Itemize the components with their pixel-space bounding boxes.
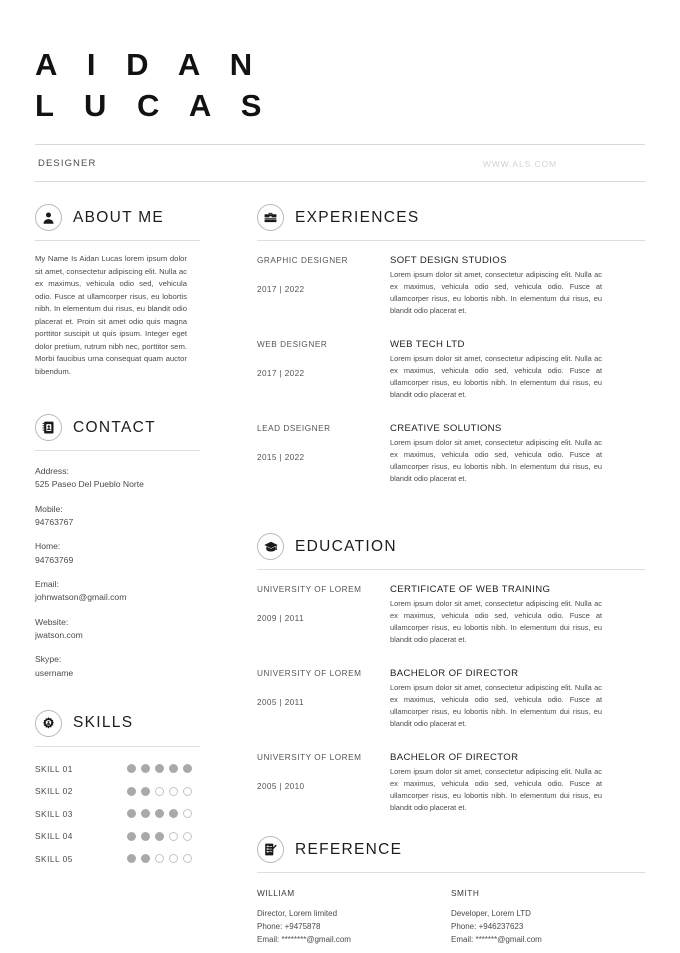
reference-email: Email: ********@gmail.com <box>257 935 351 945</box>
reference-phone: Phone: +946237623 <box>451 922 524 932</box>
contact-section-header <box>35 414 225 441</box>
education-meta <box>257 584 390 646</box>
education-meta <box>257 752 390 814</box>
skill-dot <box>183 832 192 841</box>
education-degree: CERTIFICATE OF WEB TRAINING <box>390 584 551 596</box>
education-date: 2009 | 2011 <box>257 614 304 624</box>
education-school: UNIVERSITY OF LOREM <box>257 669 362 679</box>
experience-description: Lorem ipsum dolor sit amet, consectetur adipiscing elit. Nulla ac ex maximus, vehicula odio sed, vehicula odio. Fusce at ullamcorper risus, eu lobortis nibh. In elementum dui risus, eu blandit odio placerat et. <box>390 354 602 400</box>
experiences-section <box>257 204 645 485</box>
skill-row <box>35 831 225 841</box>
skill-rating-dots <box>127 854 192 863</box>
skills-divider <box>35 746 200 747</box>
skill-row <box>35 786 225 796</box>
header-subbar <box>35 145 645 182</box>
skill-dot <box>183 809 192 818</box>
about-divider <box>35 240 200 241</box>
experience-role: LEAD DSEIGNER <box>257 424 331 434</box>
left-column <box>35 204 225 946</box>
skill-dot <box>169 854 178 863</box>
education-description: Lorem ipsum dolor sit amet, consectetur adipiscing elit. Nulla ac ex maximus, vehicula odio sed, vehicula odio. Fusce at ullamcorper risus, eu lobortis nibh. In elementum dui risus, eu blandit odio placerat et. <box>390 599 602 645</box>
skill-label: SKILL 01 <box>35 763 73 774</box>
about-text: My Name Is Aidan Lucas lorem ipsum dolor sit amet, consectetur adipiscing elit. Nulla ac ex maximus, vehicula odio sed, vehicula odio. Fusce at ullamcorper risus, eu lobortis nibh. In elementum dui risus, eu blandit odio placerat et. Proin sit amet odio quis magna porttitor suscipit ut quis ipsum. Integer eget dolor pretium, rutrum nibh nec, porttitor sem. Morbi faucibus urna consequat quam auctor bibendum. <box>35 254 187 376</box>
contact-divider <box>35 450 200 451</box>
education-description: Lorem ipsum dolor sit amet, consectetur adipiscing elit. Nulla ac ex maximus, vehicula odio sed, vehicula odio. Fusce at ullamcorper risus, eu lobortis nibh. In elementum dui risus, eu blandit odio placerat et. <box>390 767 602 813</box>
briefcase-icon <box>257 204 284 231</box>
content-columns <box>0 182 680 946</box>
experience-date: 2017 | 2022 <box>257 285 305 295</box>
reference-divider <box>257 872 645 873</box>
first-name: A I D A N <box>35 47 264 82</box>
job-title: DESIGNER <box>38 158 97 170</box>
skill-label: SKILL 05 <box>35 853 73 864</box>
resume-header <box>0 0 680 126</box>
skill-rating-dots <box>127 809 192 818</box>
skills-title: SKILLS <box>73 714 134 732</box>
experience-org: CREATIVE SOLUTIONS <box>390 423 502 435</box>
experience-entry <box>257 423 645 485</box>
experience-meta <box>257 423 390 485</box>
skill-dot <box>141 854 150 863</box>
skill-dot <box>127 764 136 773</box>
contact-label: Email: <box>35 579 59 589</box>
experiences-title: EXPERIENCES <box>295 208 420 226</box>
experience-meta <box>257 339 390 401</box>
right-column <box>257 204 645 946</box>
contact-label: Website: <box>35 616 69 627</box>
skill-dot <box>183 787 192 796</box>
education-school: UNIVERSITY OF LOREM <box>257 753 362 763</box>
reference-title: REFERENCE <box>295 840 403 858</box>
contact-list <box>35 465 225 680</box>
skill-rating-dots <box>127 787 192 796</box>
reference-card <box>257 888 451 947</box>
reference-section-header <box>257 836 645 863</box>
skill-row <box>35 854 225 864</box>
reference-name: SMITH <box>451 888 480 899</box>
skill-rating-dots <box>127 764 192 773</box>
education-body <box>390 668 645 730</box>
section-spacer <box>257 507 645 533</box>
contact-label: Address: <box>35 466 69 477</box>
skill-label: SKILL 02 <box>35 786 73 797</box>
about-title: ABOUT ME <box>73 208 165 226</box>
experience-body <box>390 255 645 317</box>
reference-name: WILLIAM <box>257 888 295 899</box>
experience-description: Lorem ipsum dolor sit amet, consectetur adipiscing elit. Nulla ac ex maximus, vehicula odio sed, vehicula odio. Fusce at ullamcorper risus, eu lobortis nibh. In elementum dui risus, eu blandit odio placerat et. <box>390 270 602 316</box>
reference-section <box>257 836 645 947</box>
contact-item <box>35 578 225 605</box>
column-gap <box>225 204 257 946</box>
contact-section <box>35 414 225 680</box>
education-entry <box>257 584 645 646</box>
reference-title-line: Developer, Lorem LTD <box>451 909 531 919</box>
skill-dot <box>169 764 178 773</box>
education-divider <box>257 569 645 570</box>
person-icon <box>35 204 62 231</box>
experience-date: 2015 | 2022 <box>257 453 305 463</box>
experience-role: WEB DESIGNER <box>257 340 328 350</box>
last-name: L U C A S <box>35 88 273 124</box>
skill-dot <box>141 832 150 841</box>
skill-dot <box>183 764 192 773</box>
contact-item <box>35 616 225 643</box>
skill-dot <box>155 787 164 796</box>
contact-value: 94763767 <box>35 517 74 528</box>
skill-label: SKILL 03 <box>35 808 73 819</box>
reference-card <box>451 888 645 947</box>
skills-list <box>35 764 225 864</box>
skill-row <box>35 809 225 819</box>
experience-role: GRAPHIC DESIGNER <box>257 256 349 266</box>
reference-phone: Phone: +9475878 <box>257 922 321 932</box>
experience-date: 2017 | 2022 <box>257 369 305 379</box>
gear-icon <box>35 710 62 737</box>
skills-section-header <box>35 710 225 737</box>
education-list <box>257 584 645 814</box>
contact-book-icon <box>35 414 62 441</box>
skill-dot <box>169 787 178 796</box>
skill-dot <box>127 787 136 796</box>
experience-body <box>390 339 645 401</box>
experience-org: WEB TECH LTD <box>390 339 465 351</box>
contact-label: Skype: <box>35 654 62 665</box>
skill-dot <box>169 809 178 818</box>
reference-email: Email: *******@gmail.com <box>451 935 542 945</box>
skill-dot <box>155 764 164 773</box>
experience-description: Lorem ipsum dolor sit amet, consectetur adipiscing elit. Nulla ac ex maximus, vehicula odio sed, vehicula odio. Fusce at ullamcorper risus, eu lobortis nibh. In elementum dui risus, eu blandit odio placerat et. <box>390 438 602 484</box>
education-entry <box>257 752 645 814</box>
education-date: 2005 | 2010 <box>257 782 305 792</box>
skill-dot <box>127 832 136 841</box>
reference-title-line: Director, Lorem limited <box>257 909 338 919</box>
contact-item <box>35 540 225 567</box>
education-school: UNIVERSITY OF LOREM <box>257 585 362 595</box>
skills-section <box>35 710 225 864</box>
skill-rating-dots <box>127 832 192 841</box>
skill-dot <box>127 854 136 863</box>
contact-label: Mobile: <box>35 503 63 514</box>
experience-entry <box>257 339 645 401</box>
skill-dot <box>155 809 164 818</box>
contact-value-website[interactable]: jwatson.com <box>35 629 83 640</box>
contact-value-email[interactable]: johnwatson@gmail.com <box>35 592 127 603</box>
about-section-header <box>35 204 225 231</box>
education-date: 2005 | 2011 <box>257 698 304 708</box>
education-entry <box>257 668 645 730</box>
contact-item <box>35 653 225 680</box>
contact-value: 94763769 <box>35 554 74 565</box>
skill-dot <box>169 832 178 841</box>
experiences-section-header <box>257 204 645 231</box>
experience-entry <box>257 255 645 317</box>
skill-dot <box>155 832 164 841</box>
experience-org: SOFT DESIGN STUDIOS <box>390 255 507 267</box>
education-description: Lorem ipsum dolor sit amet, consectetur adipiscing elit. Nulla ac ex maximus, vehicula odio sed, vehicula odio. Fusce at ullamcorper risus, eu lobortis nibh. In elementum dui risus, eu blandit odio placerat et. <box>390 683 602 729</box>
skill-label: SKILL 04 <box>35 831 73 842</box>
education-title: EDUCATION <box>295 537 397 555</box>
skill-dot <box>141 764 150 773</box>
graduation-cap-icon <box>257 533 284 560</box>
website-url: WWW.ALS.COM <box>482 158 557 169</box>
contact-value: username <box>35 667 74 678</box>
skill-dot <box>183 854 192 863</box>
skill-dot <box>141 809 150 818</box>
skill-dot <box>141 787 150 796</box>
contact-title: CONTACT <box>73 418 156 436</box>
experience-body <box>390 423 645 485</box>
skill-dot <box>155 854 164 863</box>
about-section <box>35 204 225 378</box>
education-body <box>390 584 645 646</box>
contact-item <box>35 465 225 492</box>
reference-list <box>257 888 645 947</box>
education-degree: BACHELOR OF DIRECTOR <box>390 668 519 680</box>
contact-item <box>35 503 225 530</box>
skill-row <box>35 764 225 774</box>
contact-label: Home: <box>35 541 61 552</box>
education-meta <box>257 668 390 730</box>
experience-meta <box>257 255 390 317</box>
experiences-divider <box>257 240 645 241</box>
experiences-list <box>257 255 645 485</box>
education-degree: BACHELOR OF DIRECTOR <box>390 752 519 764</box>
document-pen-icon <box>257 836 284 863</box>
skill-dot <box>127 809 136 818</box>
education-section <box>257 533 645 814</box>
education-body <box>390 752 645 814</box>
education-section-header <box>257 533 645 560</box>
contact-value: 525 Paseo Del Pueblo Norte <box>35 479 144 490</box>
